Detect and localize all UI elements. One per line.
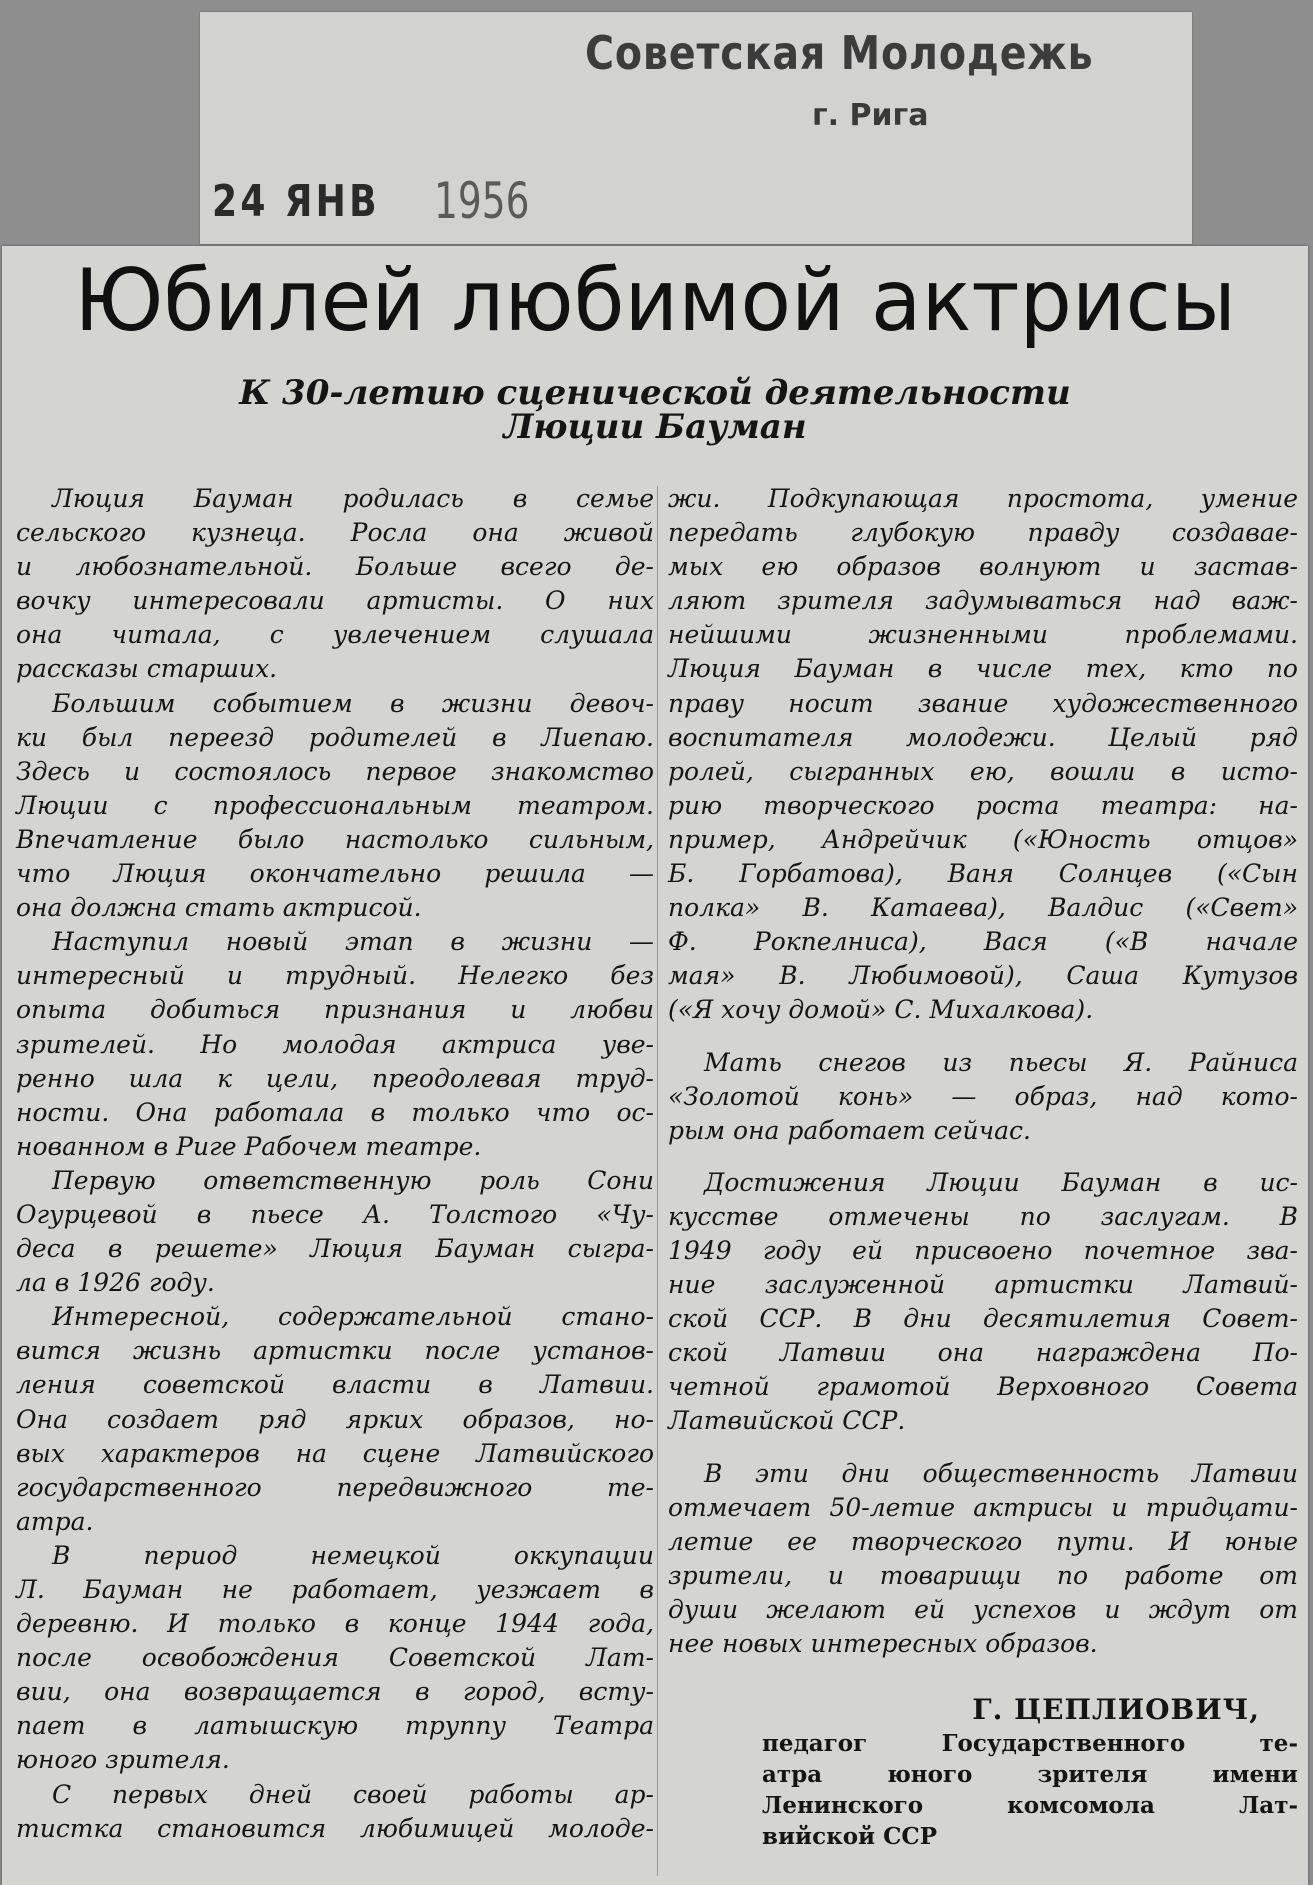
text-line: зрителей. Но молодая актриса уве- bbox=[16, 1029, 654, 1059]
text-line: деревню. И только в конце 1944 года, bbox=[16, 1609, 654, 1639]
text-line: В период немецкой оккупации bbox=[52, 1540, 654, 1570]
author-title-line: Ленинского комсомола Лат- bbox=[762, 1792, 1298, 1819]
paragraph-gap bbox=[668, 1028, 1298, 1046]
article-headline-text: Юбилей любимой актрисы bbox=[74, 251, 1236, 351]
article-column-right bbox=[668, 482, 1298, 1661]
text-line: нее новых интересных образов. bbox=[668, 1629, 1098, 1658]
article-headline bbox=[2, 251, 1308, 351]
text-line: Первую ответственную роль Сони bbox=[52, 1165, 654, 1195]
text-line: В эти дни общественность Латвии bbox=[704, 1458, 1298, 1488]
author-title-line: атра юного зрителя имени bbox=[762, 1761, 1298, 1788]
text-line: деса в решете» Люция Бауман сыгра- bbox=[16, 1234, 654, 1264]
text-line: ности. Она работала в только что ос- bbox=[16, 1097, 654, 1127]
text-line: ления советской власти в Латвии. bbox=[16, 1370, 654, 1400]
text-line: Впечатление было настолько сильным, bbox=[16, 824, 654, 854]
text-line: юного зрителя. bbox=[16, 1745, 230, 1775]
text-line: ской ССР. В дни десятилетия Совет- bbox=[668, 1304, 1298, 1334]
text-line: «Золотой конь» — образ, над кото- bbox=[668, 1081, 1298, 1111]
article-column-left bbox=[16, 482, 654, 1846]
text-line: отмечает 50-летие актрисы и тридцати- bbox=[668, 1492, 1298, 1522]
text-line: ки был переезд родителей в Лиепаю. bbox=[16, 722, 654, 752]
date-stamp-day: 24 ЯНВ bbox=[212, 175, 380, 227]
text-line: опыта добиться признания и любви bbox=[16, 995, 654, 1025]
text-line: Достижения Люции Бауман в ис- bbox=[704, 1167, 1298, 1197]
text-line: («Я хочу домой» С. Михалкова). bbox=[668, 995, 1094, 1025]
text-line: Огурцевой в пьесе А. Толстого «Чу- bbox=[16, 1199, 654, 1229]
text-line: она читала, с увлечением слушала bbox=[16, 620, 654, 650]
text-line: Здесь и состоялось первое знакомство bbox=[16, 756, 654, 786]
text-line: души желают ей успехов и ждут от bbox=[668, 1594, 1298, 1624]
text-line: мых ею образов волнуют и застав- bbox=[668, 552, 1298, 582]
text-line: Латвийской ССР. bbox=[668, 1406, 906, 1436]
text-line: Большим событием в жизни девоч- bbox=[52, 688, 654, 718]
text-line: вится жизнь артистки после установ- bbox=[16, 1336, 654, 1366]
subheadline-line: Люции Бауман bbox=[503, 407, 807, 448]
date-stamp bbox=[212, 170, 561, 232]
text-line: Наступил новый этап в жизни — bbox=[52, 927, 654, 957]
text-line: Л. Бауман не работает, уезжает в bbox=[16, 1575, 654, 1604]
author-name: Г. ЦЕПЛИОВИЧ, bbox=[972, 1693, 1260, 1726]
text-line: мая» В. Любимовой), Саша Кутузов bbox=[668, 961, 1298, 991]
text-line: пает в латышскую труппу Театра bbox=[16, 1711, 654, 1741]
text-line: ролей, сыгранных ею, вошли в исто- bbox=[668, 756, 1298, 786]
text-line: сельского кузнеца. Росла она живой bbox=[16, 518, 654, 548]
author-title bbox=[662, 1728, 1298, 1852]
text-line: нейшими жизненными проблемами. bbox=[668, 620, 1298, 650]
text-line: ние заслуженной артистки Латвий- bbox=[668, 1270, 1298, 1300]
subheadline-line: К 30-летию сценической деятельности bbox=[239, 373, 1071, 413]
author-signature bbox=[662, 1692, 1298, 1852]
text-line: рассказы старших. bbox=[16, 654, 278, 684]
newspaper-stamp bbox=[200, 12, 1192, 244]
text-line: вии, она возвращается в город, всту- bbox=[16, 1677, 654, 1707]
text-line: Люция Бауман в числе тех, кто по bbox=[668, 654, 1298, 684]
text-line: после освобождения Советской Лат- bbox=[16, 1643, 654, 1673]
author-title-line: вийской ССР bbox=[762, 1823, 938, 1850]
text-line: ляют зрителя задумываться над важ- bbox=[668, 586, 1298, 616]
text-line: Б. Горбатова), Ваня Солнцев («Сын bbox=[668, 859, 1298, 889]
text-line: нованном в Риге Рабочем театре. bbox=[16, 1131, 482, 1161]
text-line: Мать снегов из пьесы Я. Райниса bbox=[704, 1047, 1298, 1077]
author-title-line: педагог Государственного те- bbox=[762, 1730, 1298, 1757]
date-stamp-year: 1956 bbox=[434, 172, 530, 230]
text-line: она должна стать актрисой. bbox=[16, 893, 422, 923]
paragraph-gap bbox=[668, 1148, 1298, 1166]
text-line: воспитателя молодежи. Целый ряд bbox=[668, 722, 1298, 752]
text-line: С первых дней своей работы ар- bbox=[52, 1779, 654, 1809]
article-subheadline bbox=[2, 371, 1308, 448]
newspaper-city: г. Рига bbox=[812, 98, 929, 133]
text-line: ской Латвии она награждена По- bbox=[668, 1338, 1298, 1368]
text-line: государственного передвижного те- bbox=[16, 1472, 654, 1502]
text-line: полка» В. Катаева), Валдис («Свет» bbox=[668, 893, 1298, 923]
text-line: Люция Бауман родилась в семье bbox=[52, 484, 654, 513]
article-clipping bbox=[2, 246, 1308, 1885]
text-line: четной грамотой Верховного Совета bbox=[668, 1372, 1298, 1402]
text-line: пример, Андрейчик («Юность отцов» bbox=[668, 824, 1298, 854]
column-divider bbox=[657, 486, 658, 1876]
text-line: кусстве отмечены по заслугам. В bbox=[668, 1201, 1298, 1231]
text-line: и любознательной. Больше всего де- bbox=[16, 552, 654, 582]
text-line: рию творческого роста театра: на- bbox=[668, 790, 1298, 820]
text-line: вых характеров на сцене Латвийского bbox=[16, 1438, 654, 1468]
text-line: Ф. Рокпелниса), Вася («В начале bbox=[668, 927, 1298, 957]
text-line: праву носит звание художественного bbox=[668, 688, 1298, 718]
text-line: ла в 1926 году. bbox=[16, 1268, 215, 1298]
text-line: ренно шла к цели, преодолевая труд- bbox=[16, 1063, 654, 1093]
text-line: 1949 году ей присвоено почетное зва- bbox=[668, 1235, 1298, 1265]
text-line: зрители, и товарищи по работе от bbox=[668, 1560, 1298, 1590]
text-line: Люции с профессиональным театром. bbox=[16, 790, 654, 820]
text-line: что Люция окончательно решила — bbox=[16, 859, 654, 889]
text-line: интересный и трудный. Нелегко без bbox=[16, 961, 654, 991]
text-line: Интересной, содержательной стано- bbox=[52, 1302, 654, 1332]
text-line: Она создает ряд ярких образов, но- bbox=[16, 1404, 654, 1434]
text-line: тистка становится любимицей молоде- bbox=[16, 1813, 654, 1843]
text-line: жи. Подкупающая простота, умение bbox=[668, 484, 1298, 513]
text-line: вочку интересовали артисты. О них bbox=[16, 586, 654, 616]
text-line: летие ее творческого пути. И юные bbox=[668, 1526, 1298, 1556]
newspaper-name: Советская Молодежь bbox=[585, 26, 1094, 80]
text-line: рым она работает сейчас. bbox=[668, 1115, 1031, 1145]
paragraph-gap bbox=[668, 1439, 1298, 1457]
text-line: атра. bbox=[16, 1506, 94, 1536]
text-line: передать глубокую правду создавае- bbox=[668, 518, 1298, 548]
